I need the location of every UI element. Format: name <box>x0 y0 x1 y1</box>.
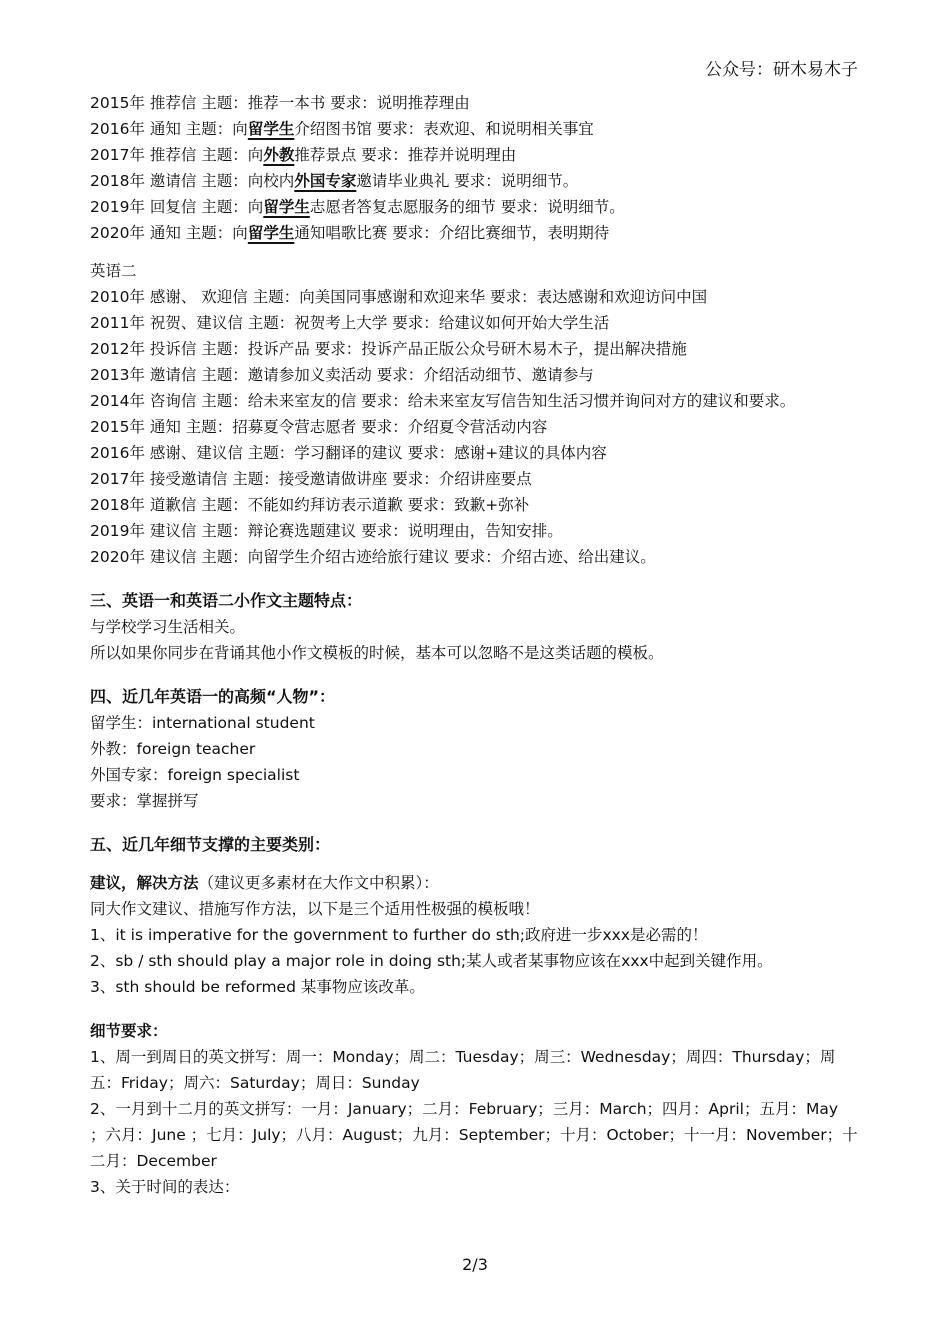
vocab-item: 外国专家：foreign specialist <box>90 766 300 784</box>
english2-item: 2020年 建议信 主题：向留学生介绍古迹给旅行建议 要求：介绍古迹、给出建议。 <box>90 548 656 566</box>
vocab-item: 留学生：international student <box>90 714 315 732</box>
header-account: 公众号：研木易木子 <box>705 60 858 80</box>
english2-section <box>90 258 858 570</box>
section-5 <box>90 832 858 1200</box>
section-3 <box>90 588 858 666</box>
english1-2016 <box>90 116 858 142</box>
section-3-text: 与学校学习生活相关。 <box>90 618 246 636</box>
subsection-note: （建议更多素材在大作文中积累）： <box>198 874 439 892</box>
section-3-text: 所以如果你同步在背诵其他小作文模板的时候，基本可以忽略不是这类话题的模板。 <box>90 644 664 662</box>
document-body <box>90 90 858 1200</box>
section-3-heading: 三、英语一和英语二小作文主题特点： <box>90 591 363 610</box>
english1-2015: 2015年 推荐信 主题：推荐一本书 要求：说明推荐理由 <box>90 94 470 112</box>
english2-item: 2012年 投诉信 主题：投诉产品 要求：投诉产品正版公众号研木易木子，提出解决措施 <box>90 340 687 358</box>
highlight-term: 外教 <box>263 146 295 164</box>
english2-item: 2015年 通知 主题：招募夏令营志愿者 要求：介绍夏令营活动内容 <box>90 418 548 436</box>
detail-item: 2、一月到十二月的英文拼写：一月：January；二月：February；三月：March；四月：April；五月：May ；六月：June ；七月：July；八月：August；九月：September；十月：October；十一月：November；十二月：December <box>90 1100 858 1170</box>
english1-2018 <box>90 168 858 194</box>
template-line: 3、sth should be reformed 某事物应该改革。 <box>90 978 425 996</box>
text-span: 2018年 邀请信 主题：向校内 <box>90 172 295 190</box>
english1-2020 <box>90 220 858 246</box>
section-4 <box>90 684 858 814</box>
text-span: 志愿者答复志愿服务的细节 要求：说明细节。 <box>309 198 625 216</box>
text-span: 通知唱歌比赛 要求：介绍比赛细节，表明期待 <box>294 224 610 242</box>
english2-item: 2010年 感谢、 欢迎信 主题：向美国同事感谢和欢迎来华 要求：表达感谢和欢迎访问中国 <box>90 288 708 306</box>
english2-item: 2014年 咨询信 主题：给未来室友的信 要求：给未来室友写信告知生活习惯并询问对方的建议和要求。 <box>90 392 796 410</box>
template-line: 1、it is imperative for the government to further do sth;政府进一步xxx是必需的！ <box>90 926 708 944</box>
english2-title: 英语二 <box>90 262 137 280</box>
detail-item: 3、关于时间的表达： <box>90 1178 240 1196</box>
text-span: 2019年 回复信 主题：向 <box>90 198 264 216</box>
english2-item: 2011年 祝贺、建议信 主题：祝贺考上大学 要求：给建议如何开始大学生活 <box>90 314 610 332</box>
english1-2017 <box>90 142 858 168</box>
text-span: 2017年 推荐信 主题：向 <box>90 146 264 164</box>
highlight-term: 外国专家 <box>294 172 357 190</box>
subsection-details-heading: 细节要求： <box>90 1022 168 1040</box>
english2-item: 2013年 邀请信 主题：邀请参加义卖活动 要求：介绍活动细节、邀请参与 <box>90 366 594 384</box>
english2-item: 2016年 感谢、建议信 主题：学习翻译的建议 要求：感谢+建议的具体内容 <box>90 444 607 462</box>
vocab-item: 要求：掌握拼写 <box>90 792 199 810</box>
subsection-bold: 建议，解决方法 <box>90 874 199 892</box>
english2-item: 2018年 道歉信 主题：不能如约拜访表示道歉 要求：致歉+弥补 <box>90 496 530 514</box>
text-span: 推荐景点 要求：推荐并说明理由 <box>294 146 517 164</box>
english2-item: 2019年 建议信 主题：辩论赛选题建议 要求：说明理由，告知安排。 <box>90 522 563 540</box>
section-4-heading: 四、近几年英语一的高频“人物”： <box>90 687 336 706</box>
highlight-term: 留学生 <box>263 198 310 216</box>
text-span: 2020年 通知 主题：向 <box>90 224 248 242</box>
english2-item: 2017年 接受邀请信 主题：接受邀请做讲座 要求：介绍讲座要点 <box>90 470 532 488</box>
vocab-item: 外教：foreign teacher <box>90 740 256 758</box>
text-span: 邀请毕业典礼 要求：说明细节。 <box>356 172 579 190</box>
template-line: 同大作文建议、措施写作方法，以下是三个适用性极强的模板哦！ <box>90 900 540 918</box>
section-5-heading: 五、近几年细节支撑的主要类别： <box>90 835 331 854</box>
template-line: 2、sb / sth should play a major role in doing sth;某人或者某事物应该在xxx中起到关键作用。 <box>90 952 773 970</box>
highlight-term: 留学生 <box>247 120 295 138</box>
text-span: 2016年 通知 主题：向 <box>90 120 248 138</box>
detail-item: 1、周一到周日的英文拼写：周一：Monday；周二：Tuesday；周三：Wednesday；周四：Thursday；周五：Friday；周六：Saturday；周日：Sunday <box>90 1048 836 1092</box>
subsection-suggestions-heading <box>90 870 858 896</box>
text-span: 介绍图书馆 要求：表欢迎、和说明相关事宜 <box>294 120 594 138</box>
highlight-term: 留学生 <box>247 224 295 242</box>
english1-2019 <box>90 194 858 220</box>
page-number: 2/3 <box>462 1255 488 1274</box>
english1-list <box>90 90 858 246</box>
